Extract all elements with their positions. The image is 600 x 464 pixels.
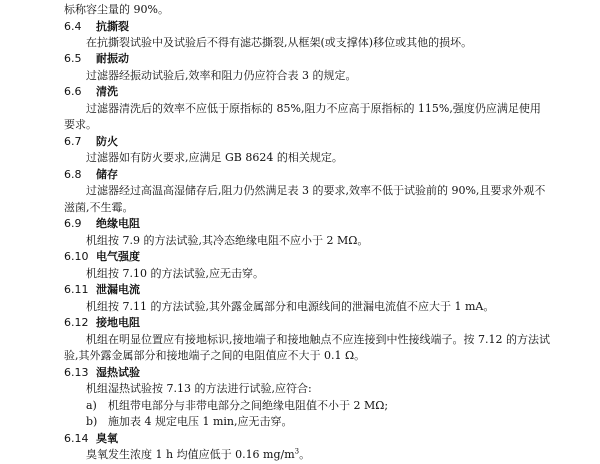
section-heading-6-6 (64, 85, 118, 99)
section-number: 6.4 (64, 19, 82, 33)
section-heading-6-12 (64, 316, 140, 330)
section-number: 6.11 (64, 283, 89, 297)
section-title: 泄漏电流 (96, 283, 140, 297)
section-number: 6.6 (64, 85, 82, 99)
text-line: 标称容尘量的 90%。 (64, 3, 169, 16)
paragraph-6-8-continued: 滋菌,不生霉。 (64, 200, 134, 214)
section-number: 6.13 (64, 365, 89, 379)
paragraph-6-14 (86, 448, 310, 462)
paragraph-6-4: 在抗撕裂试验中及试验后不得有滤芯撕裂,从框架(或支撑体)移位或其他的损坏。 (86, 36, 473, 49)
paragraph-6-12-continued: 验,其外露金属部分和接地端子之间的电阻值应不大于 0.1 Ω。 (64, 349, 366, 363)
section-title: 接地电阻 (96, 316, 140, 330)
list-item-text: 机组带电部分与非带电部分之间绝缘电阻值不小于 2 MΩ; (108, 398, 389, 412)
section-heading-6-14 (64, 432, 118, 446)
section-title: 清洗 (96, 85, 118, 99)
paragraph-6-11: 机组按 7.11 的方法试验,其外露金属部分和电源线间的泄漏电流值不应大于 1 mA。 (86, 299, 495, 313)
section-title: 防火 (96, 134, 118, 148)
paragraph-text-end: 。 (299, 448, 311, 461)
section-title: 臭氧 (96, 431, 118, 445)
section-title: 绝缘电阻 (96, 217, 140, 231)
section-number: 6.14 (64, 431, 89, 445)
paragraph-6-6: 过滤器清洗后的效率不应低于原指标的 85%,阻力不应高于原指标的 115%,强度仍应满足使用 (86, 101, 541, 115)
section-title: 电气强度 (96, 250, 140, 264)
section-number: 6.8 (64, 167, 82, 181)
paragraph-6-7: 过滤器如有防火要求,应满足 GB 8624 的相关规定。 (86, 151, 343, 165)
paragraph-text: 臭氧发生浓度 1 h 均值应低于 0.16 mg/m (86, 448, 295, 461)
section-number: 6.7 (64, 134, 82, 148)
section-heading-6-8 (64, 168, 118, 182)
section-number: 6.9 (64, 217, 82, 231)
section-title: 储存 (96, 167, 118, 181)
paragraph-6-9: 机组按 7.9 的方法试验,其冷态绝缘电阻不应小于 2 MΩ。 (86, 233, 369, 247)
paragraph-6-6-continued: 要求。 (64, 118, 97, 132)
section-heading-6-7 (64, 135, 118, 149)
section-title: 抗撕裂 (96, 19, 129, 33)
section-number: 6.12 (64, 316, 89, 330)
paragraph-6-13: 机组湿热试验按 7.13 的方法进行试验,应符合: (86, 382, 312, 396)
section-heading-6-10 (64, 250, 140, 264)
section-heading-6-11 (64, 283, 140, 297)
section-number: 6.10 (64, 250, 89, 264)
list-item-a (86, 399, 388, 413)
list-item-b (86, 415, 293, 429)
list-marker: b) (86, 415, 98, 428)
section-heading-6-4 (64, 20, 129, 34)
section-number: 6.5 (64, 52, 82, 66)
paragraph-6-8: 过滤器经过高温高湿储存后,阻力仍然满足表 3 的要求,效率不低于试验前的 90%,且要求外观不 (86, 184, 546, 198)
section-heading-6-9 (64, 217, 140, 231)
section-title: 湿热试验 (96, 365, 140, 379)
list-item-text: 施加表 4 规定电压 1 min,应无击穿。 (108, 415, 293, 428)
section-heading-6-13 (64, 366, 140, 380)
section-heading-6-5 (64, 52, 129, 66)
unit-superscript: 3 (294, 447, 300, 456)
paragraph-6-5: 过滤器经振动试验后,效率和阻力仍应符合表 3 的规定。 (86, 68, 357, 82)
list-marker: a) (86, 398, 97, 412)
section-title: 耐振动 (96, 52, 129, 66)
paragraph-6-12: 机组在明显位置应有接地标识,接地端子和接地触点不应连接到中性接线端子。按 7.12 的方法试 (86, 332, 550, 346)
paragraph-6-10: 机组按 7.10 的方法试验,应无击穿。 (86, 266, 264, 280)
